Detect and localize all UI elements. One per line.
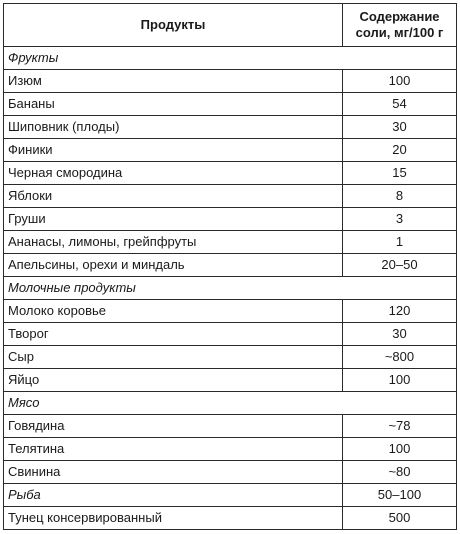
table-row (4, 93, 457, 116)
product-name: Шиповник (плоды) (4, 116, 343, 139)
table-row (4, 300, 457, 323)
table-row (4, 369, 457, 392)
header-salt-content: Содержание соли, мг/100 г (343, 4, 457, 47)
salt-value: 30 (343, 323, 457, 346)
salt-value: 500 (343, 507, 457, 530)
salt-value: 30 (343, 116, 457, 139)
table-row (4, 70, 457, 93)
salt-value: ~78 (343, 415, 457, 438)
table-row (4, 162, 457, 185)
table-row (4, 254, 457, 277)
product-name: Бананы (4, 93, 343, 116)
category-row (4, 47, 457, 70)
product-name: Черная смородина (4, 162, 343, 185)
table-row (4, 507, 457, 530)
header-row (4, 4, 457, 47)
salt-content-table-container (3, 3, 456, 530)
table-header (4, 4, 457, 47)
table-row (4, 461, 457, 484)
table-body (4, 47, 457, 530)
product-name: Апельсины, орехи и миндаль (4, 254, 343, 277)
product-name: Свинина (4, 461, 343, 484)
salt-value: 15 (343, 162, 457, 185)
header-products: Продукты (4, 4, 343, 47)
salt-value: 20 (343, 139, 457, 162)
salt-value: 50–100 (343, 484, 457, 507)
product-name: Изюм (4, 70, 343, 93)
salt-value: 8 (343, 185, 457, 208)
category-row (4, 484, 457, 507)
table-row (4, 346, 457, 369)
table-row (4, 438, 457, 461)
product-name: Молоко коровье (4, 300, 343, 323)
product-name: Творог (4, 323, 343, 346)
table-row (4, 116, 457, 139)
salt-content-table (3, 3, 457, 530)
product-name: Говядина (4, 415, 343, 438)
salt-value: 100 (343, 438, 457, 461)
category-label: Рыба (4, 484, 343, 507)
salt-value: 20–50 (343, 254, 457, 277)
category-label: Фрукты (4, 47, 457, 70)
salt-value: 3 (343, 208, 457, 231)
category-label: Мясо (4, 392, 457, 415)
product-name: Груши (4, 208, 343, 231)
table-row (4, 231, 457, 254)
table-row (4, 208, 457, 231)
product-name: Телятина (4, 438, 343, 461)
category-row (4, 392, 457, 415)
salt-value: ~800 (343, 346, 457, 369)
salt-value: 120 (343, 300, 457, 323)
salt-value: 100 (343, 70, 457, 93)
salt-value: 1 (343, 231, 457, 254)
table-row (4, 415, 457, 438)
category-row (4, 277, 457, 300)
category-label: Молочные продукты (4, 277, 457, 300)
product-name: Яблоки (4, 185, 343, 208)
salt-value: 54 (343, 93, 457, 116)
table-row (4, 185, 457, 208)
table-row (4, 323, 457, 346)
product-name: Финики (4, 139, 343, 162)
product-name: Ананасы, лимоны, грейпфруты (4, 231, 343, 254)
product-name: Яйцо (4, 369, 343, 392)
product-name: Сыр (4, 346, 343, 369)
salt-value: ~80 (343, 461, 457, 484)
salt-value: 100 (343, 369, 457, 392)
product-name: Тунец консервированный (4, 507, 343, 530)
table-row (4, 139, 457, 162)
